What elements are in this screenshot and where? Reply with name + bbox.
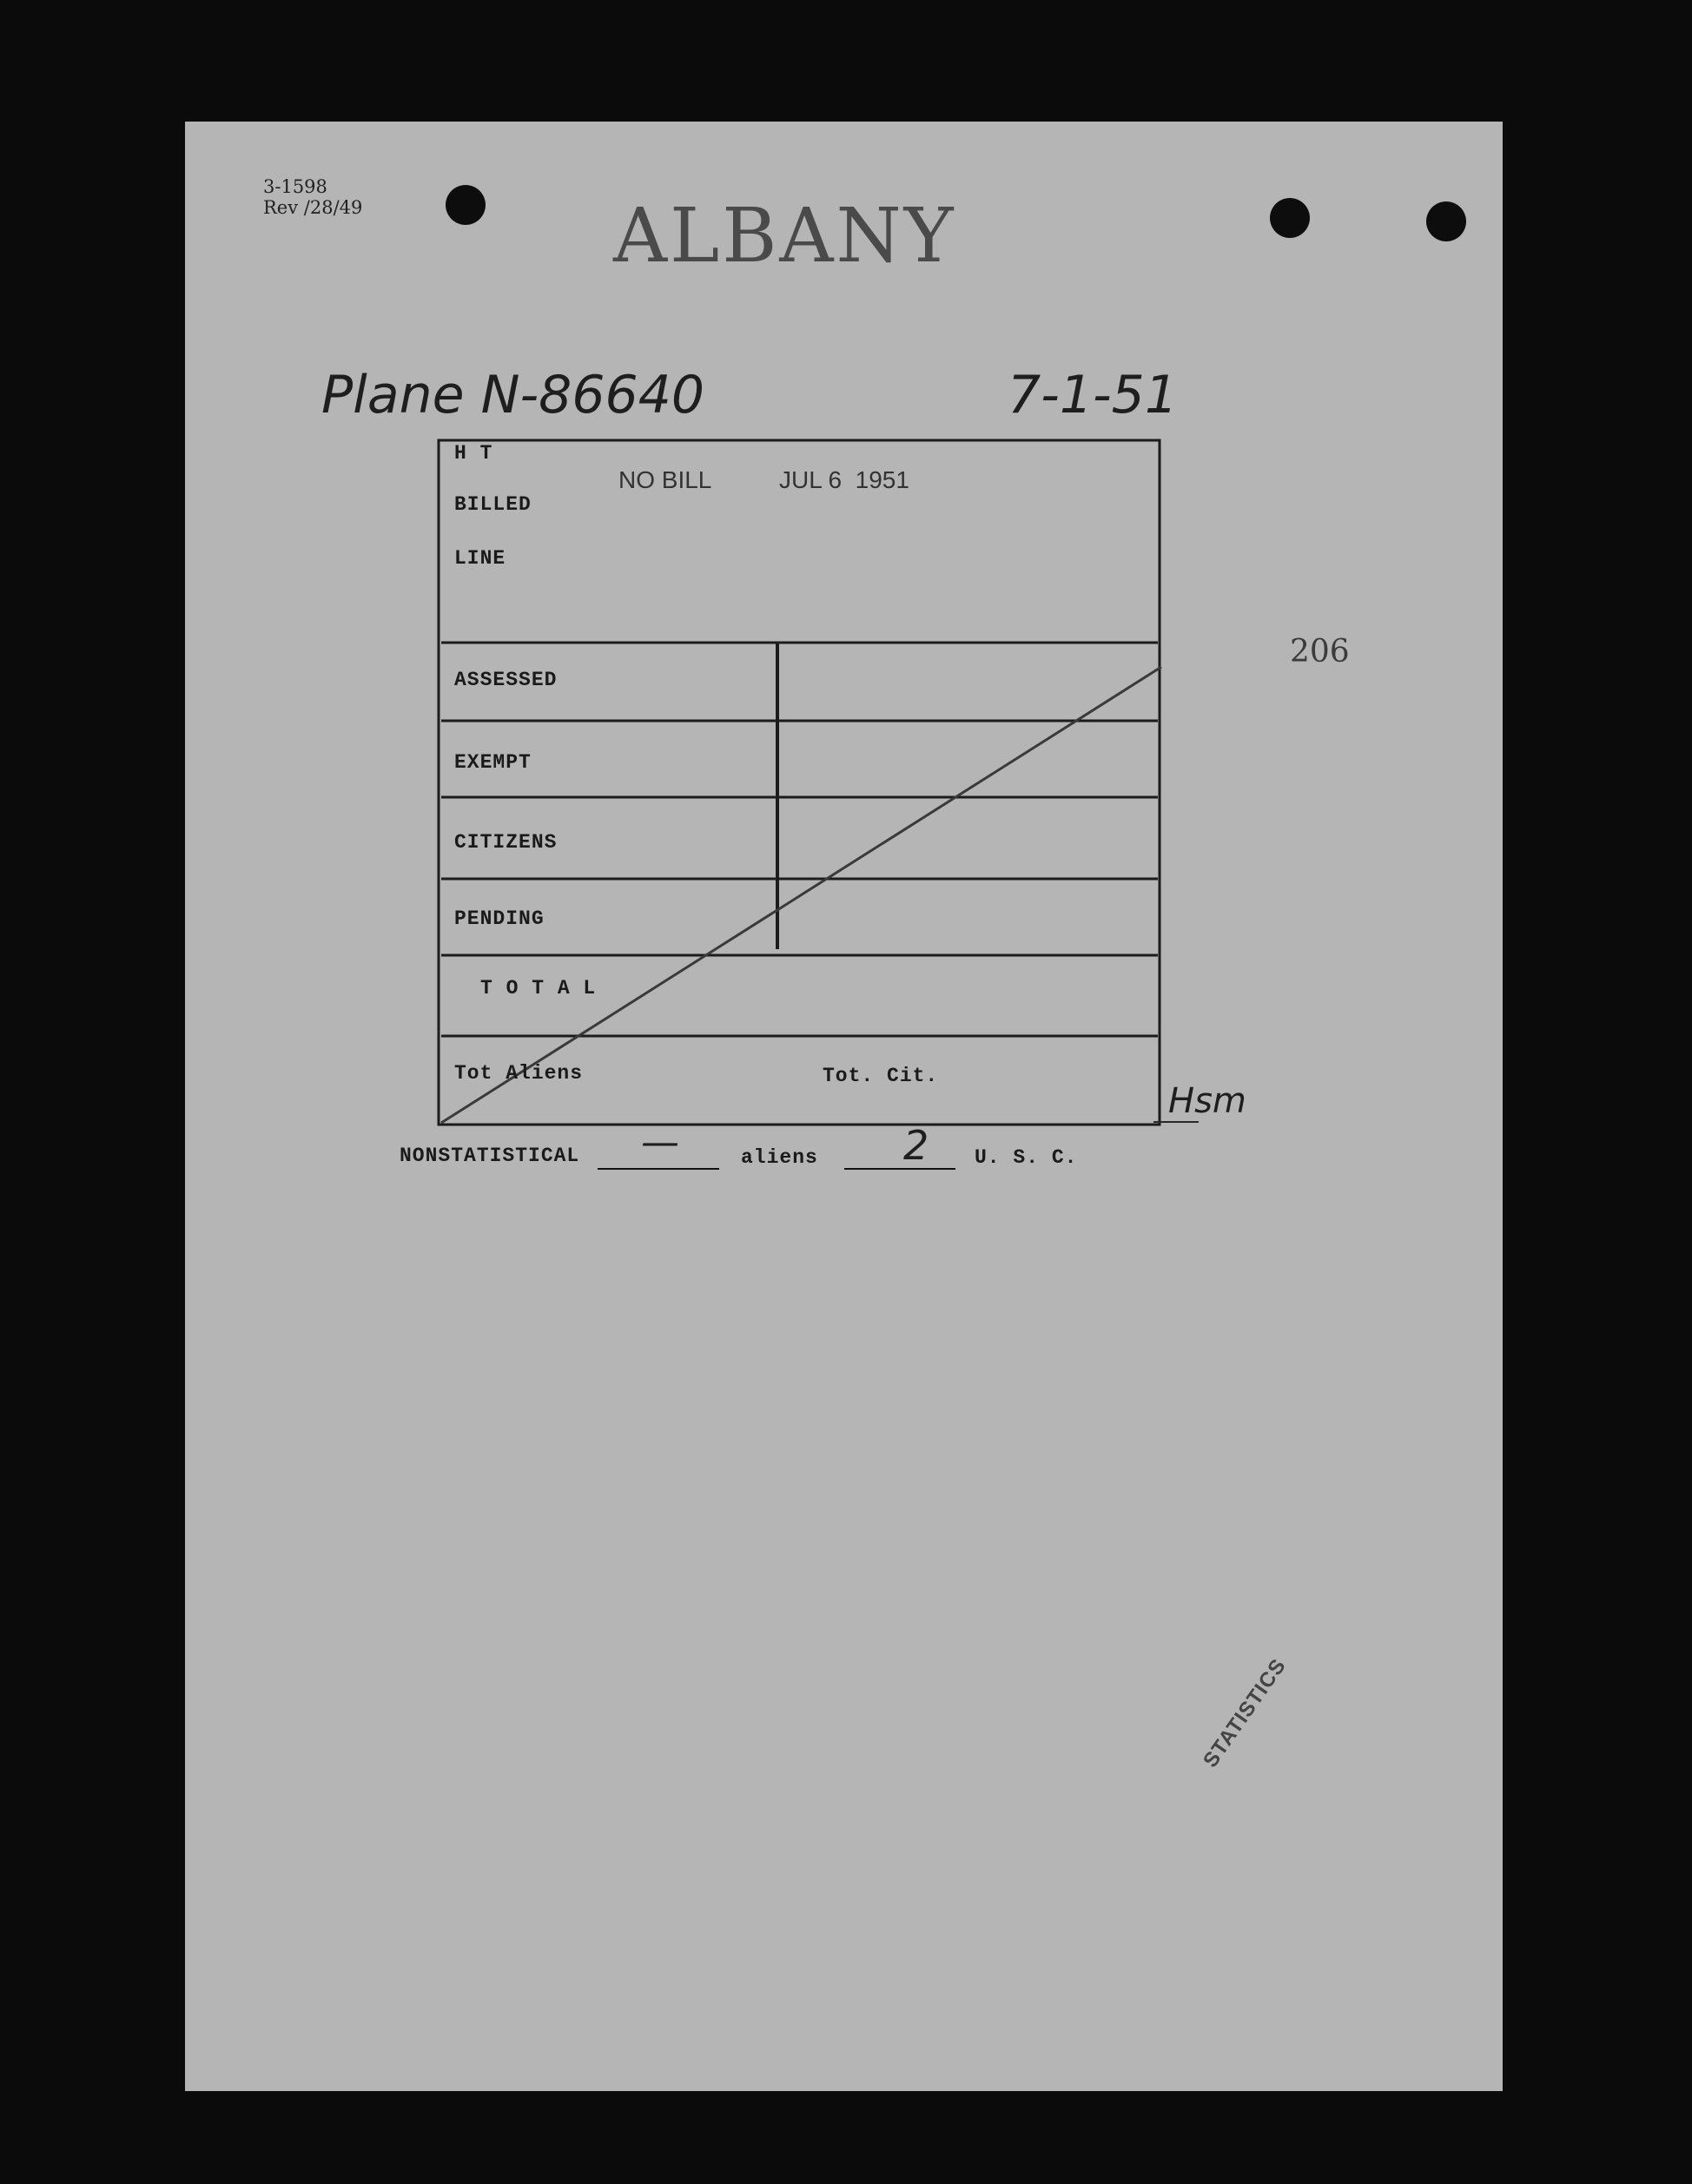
label-line: LINE — [454, 547, 506, 570]
statistics-stamp: STATISTICS — [1199, 1654, 1292, 1772]
label-total: T O T A L — [480, 977, 597, 1000]
usc-blank — [844, 1168, 955, 1170]
page-number: 206 — [1290, 634, 1350, 670]
label-ht: H T — [454, 442, 493, 465]
label-pending: PENDING — [454, 907, 545, 930]
nonstatistical-label: NONSTATISTICAL — [400, 1145, 580, 1167]
label-tot-cit: Tot. Cit. — [823, 1065, 939, 1087]
label-assessed: ASSESSED — [454, 669, 558, 691]
aliens-blank — [598, 1168, 719, 1170]
label-citizens: CITIZENS — [454, 831, 558, 854]
form-number-line2: Rev /28/49 — [263, 197, 363, 218]
label-billed: BILLED — [454, 493, 532, 516]
form-number-line1: 3-1598 — [263, 176, 327, 197]
label-tot-aliens: Tot Aliens — [454, 1062, 584, 1085]
office-title: ALBANY — [613, 193, 956, 280]
cancellation-line — [441, 667, 1161, 1123]
aliens-label: aliens — [741, 1146, 818, 1169]
date-stamp: JUL 6 1951 — [779, 466, 909, 493]
no-bill-stamp: NO BILL — [618, 466, 712, 493]
handwritten-date: 7-1-51 — [1008, 365, 1178, 426]
label-exempt: EXEMPT — [454, 751, 532, 774]
handwritten-plane: Plane N-86640 — [321, 365, 705, 426]
usc-label: U. S. C. — [975, 1146, 1078, 1169]
usc-value: 2 — [903, 1122, 929, 1169]
handwritten-initials: Hsm — [1168, 1081, 1246, 1121]
form-border — [439, 440, 1160, 1125]
aliens-value: — — [641, 1120, 679, 1165]
